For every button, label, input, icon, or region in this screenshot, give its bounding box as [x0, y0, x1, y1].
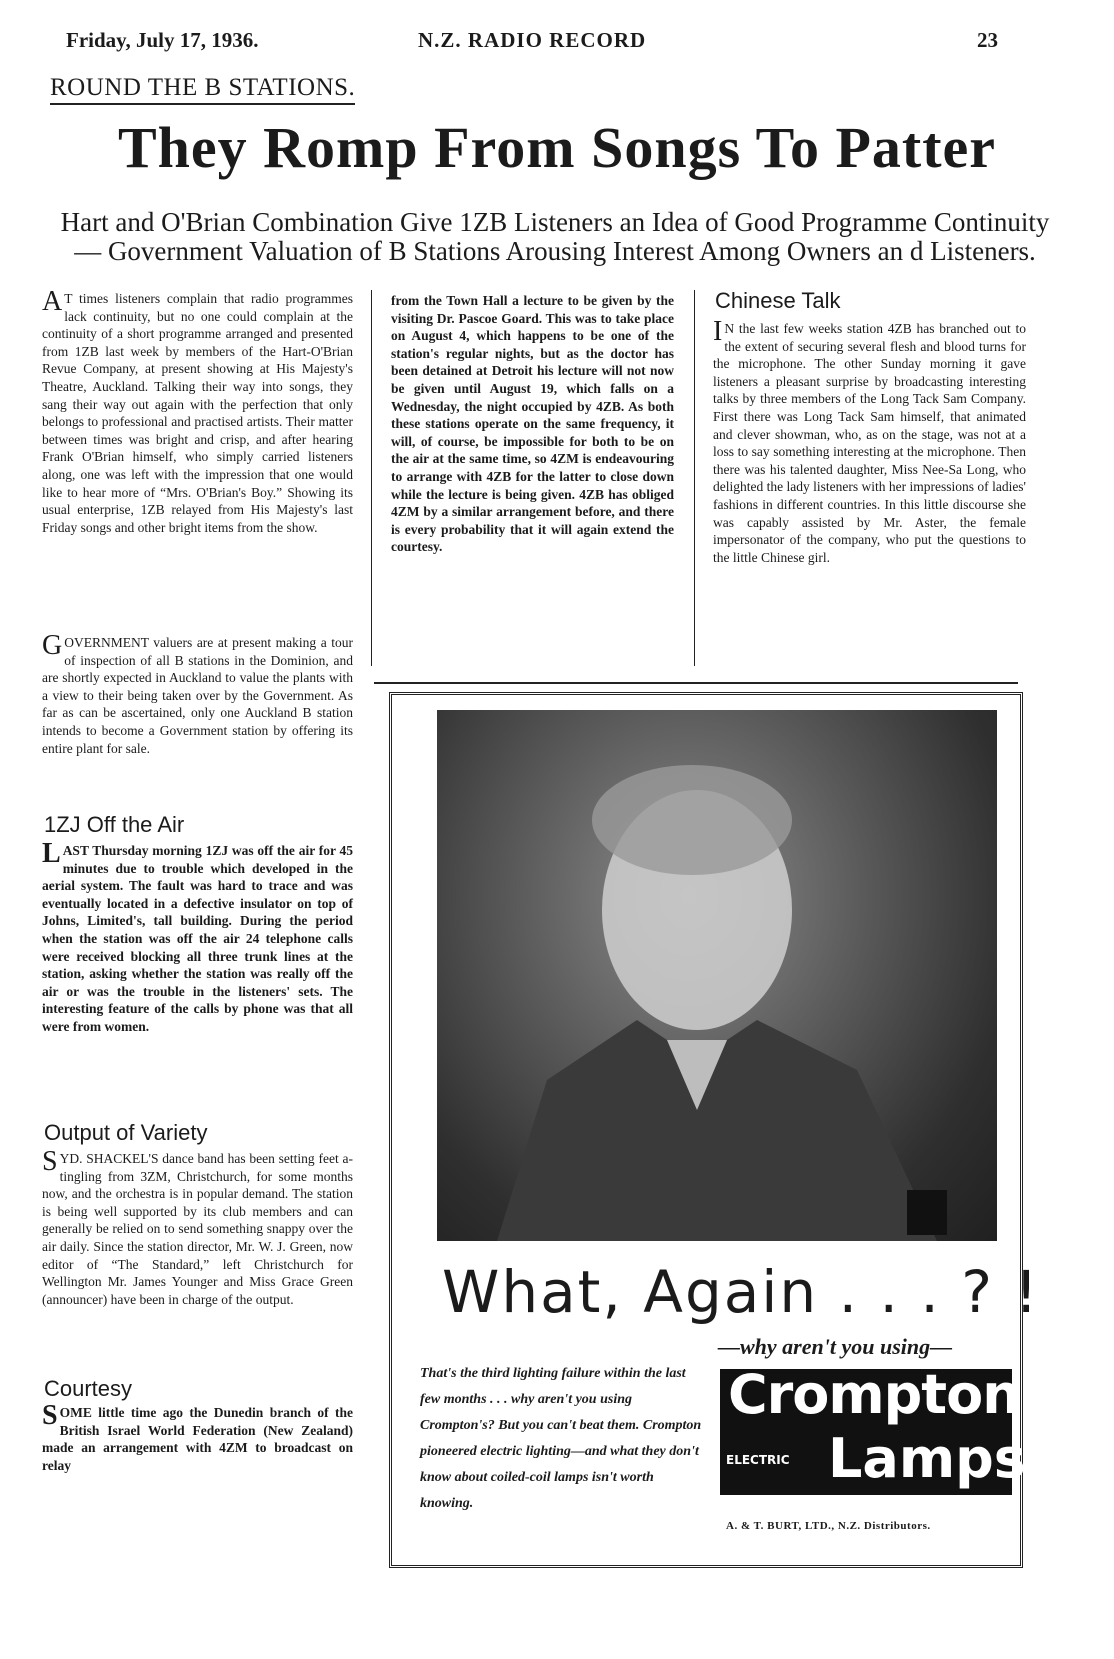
- drop-cap: I: [713, 316, 723, 347]
- subhead-chinese: Chinese Talk: [715, 288, 841, 313]
- subhead-courtesy: Courtesy: [44, 1376, 133, 1401]
- logo-brand: Crompton: [728, 1363, 1020, 1426]
- drop-cap: S: [42, 1400, 58, 1431]
- column-1-valuers: [42, 630, 353, 757]
- deck: Hart and O'Brian Combination Give 1ZB Listeners an Idea of Good Programme Continuity — Government Valuation of B Stations Arousing Interest Among Owners an d Listeners.: [60, 207, 1050, 266]
- issue-date: Friday, July 17, 1936.: [66, 28, 259, 52]
- drop-cap: L: [42, 838, 61, 869]
- column-3-chinese: [713, 316, 1026, 566]
- distributor-line: A. & T. BURT, LTD., N.Z. Distributors.: [726, 1520, 931, 1532]
- column-1-intro: [42, 286, 353, 536]
- logo-lamps: Lamps: [828, 1427, 1026, 1490]
- ad-copy: That's the third lighting failure within the last few months . . . why aren't you using Crompton's? But you can't beat them. Crompton pioneered electric lighting—and what they don't know about coiled-coil lamps isn't worth knowing.: [420, 1366, 702, 1511]
- article-1zj: AST Thursday morning 1ZJ was off the air for 45 minutes due to trouble which developed in the aerial system. The fault was hard to trace and was eventually located in a defective insulator on top of Johns, Limited's, tall building. During the period when the station was off the air 24 telephone calls were received blocking all three trunk lines at the station, asking whether the station was really off the air or was the trouble in the listeners' sets. The interesting feature of the calls by phone was that all were from women.: [42, 843, 353, 1034]
- masthead: N.Z. RADIO RECORD: [418, 28, 647, 52]
- column-1-courtesy: [42, 1400, 353, 1474]
- subhead-1zj: 1ZJ Off the Air: [44, 812, 185, 837]
- column-rule: [371, 290, 372, 666]
- logo-electric: ELECTRIC: [726, 1453, 790, 1467]
- page-number: 23: [977, 28, 998, 52]
- column-1-variety: [42, 1146, 353, 1308]
- subhead-variety: Output of Variety: [44, 1120, 208, 1145]
- article-courtesy: OME little time ago the Dunedin branch of the British Israel World Federation (New Zealand) made an arrangement with 4ZM to broadcast on relay: [42, 1405, 353, 1473]
- article-variety: YD. SHACKEL'S dance band has been setting feet a-tingling from 3ZM, Christchurch, for some months now, and the orchestra is in popular demand. The station is being well supported by its club members and can generally be relied on to send something snappy over the air daily. Since the station director, Mr. W. J. Green, now editor of “The Standard,” left Christchurch for Wellington Mr. James Younger and Miss Grace Green (announcer) have been in charge of the output.: [42, 1151, 353, 1307]
- crompton-logo: [720, 1363, 1026, 1495]
- column-2-relay: [391, 292, 674, 556]
- article-relay: from the Town Hall a lecture to be given by the visiting Dr. Pascoe Goard. This was to take place on August 4, which happens to be one of the station's regular nights, but as the doctor has been detained at Detroit his lecture will not now be given until August 19, which falls on a Wednesday, the night occupied by 4ZB. As both these stations operate on the same frequency, it will, of course, be impossible for both to be on the air at the same time, so 4ZM is endeavouring to arrange with 4ZB for the latter to close down while the lecture is being given. 4ZB has obliged 4ZM by a similar arrangement before, and there is every probability that it will again extend the courtesy.: [391, 293, 674, 555]
- drop-cap: S: [42, 1146, 58, 1177]
- portrait-photo: [437, 710, 997, 1241]
- drop-cap: A: [42, 286, 63, 317]
- article-intro: T times listeners complain that radio programmes lack continuity, but no one could complain at the continuity of a short programme arranged and presented from 1ZB last week by members of the Hart-O'Brian Revue Company, at present showing at His Majesty's Theatre, Auckland. Talking their way into songs, they sang their way out again with the perfection that only belongs to professional and practised artists. Their matter between times was bright and crisp, and after hearing Frank O'Brian himself, who simply carried listeners along, one was left with the impression that one would like to hear more of “Mrs. O'Brian's Boy.” Showing its usual enterprise, 1ZB relayed from His Majesty's last Friday songs and other bright items from the show.: [42, 291, 353, 535]
- article-valuers: OVERNMENT valuers are at present making a tour of inspection of all B stations in the Dominion, and are shortly expected in Auckland to value the plants with a view to their being taken over by the Government. As far as can be ascertained, only one Auckland B station intends to become a Government station by offering its entire plant for sale.: [42, 635, 353, 756]
- column-rule: [694, 290, 695, 666]
- column-1-1zj: [42, 838, 353, 1036]
- article-chinese: N the last few weeks station 4ZB has branched out to the extent of securing several flesh and blood turns for the microphone. The other Sunday morning it gave listeners a pleasant surprise by broadcasting interesting talks by three members of the Long Tack Sam Company. First there was Long Tack Sam himself, that animated and clever showman, who, as on the stage, was not at a loss to say something interesting at the microphone. Then there was his talented daughter, Miss Nee-Sa Long, who delighted the lady listeners with her impressions of ladies' fashions in different countries. In this little discourse she was capably assisted by Mr. Aster, the female impersonator of the company, who put the questions to the little Chinese girl.: [713, 321, 1026, 565]
- ad-headline: What, Again . . . ? !: [442, 1258, 1040, 1326]
- headline: They Romp From Songs To Patter: [117, 115, 997, 180]
- ad-tagline: —why aren't you using—: [718, 1334, 953, 1359]
- divider: [374, 682, 1018, 684]
- drop-cap: G: [42, 630, 63, 661]
- section-kicker: ROUND THE B STATIONS.: [50, 74, 355, 105]
